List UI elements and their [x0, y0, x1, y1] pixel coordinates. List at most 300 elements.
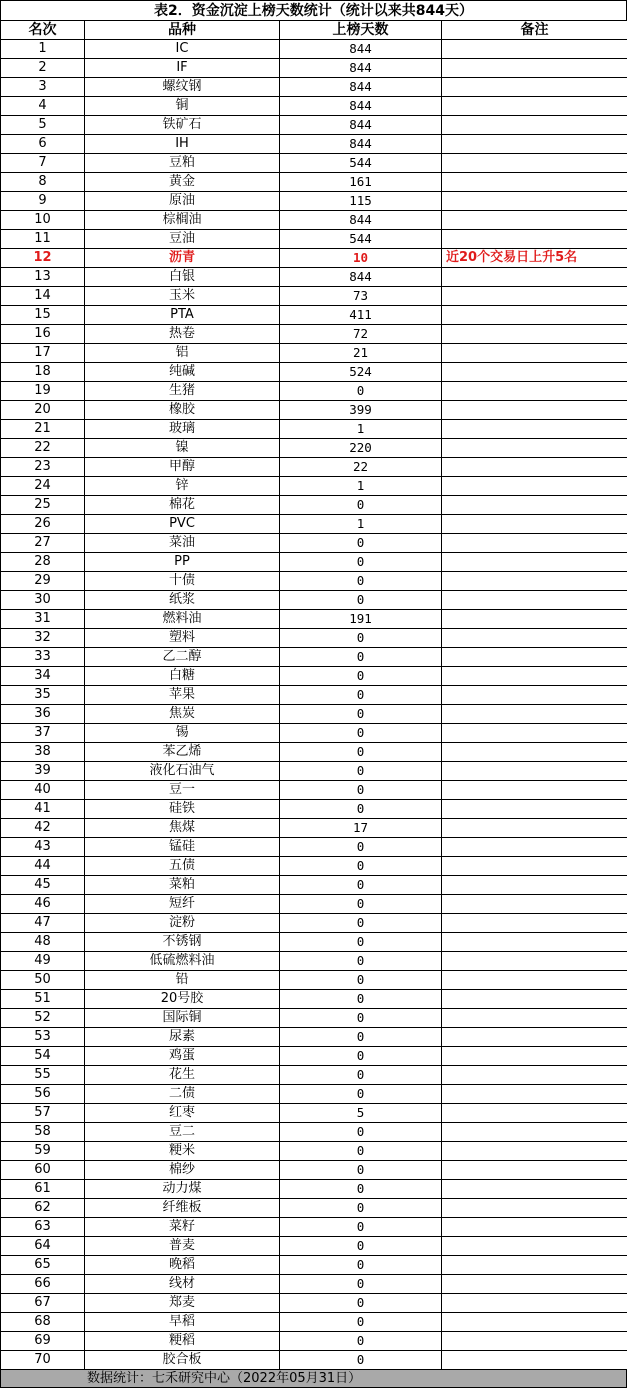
rank-cell: 24 — [1, 477, 85, 496]
product-cell: 棉花 — [85, 496, 280, 515]
note-cell — [442, 1218, 627, 1237]
rank-cell: 6 — [1, 135, 85, 154]
rank-cell: 47 — [1, 914, 85, 933]
rank-cell: 17 — [1, 344, 85, 363]
note-cell — [442, 420, 627, 439]
table-row — [1, 838, 627, 857]
days-cell: 0 — [280, 648, 442, 667]
rank-cell: 1 — [1, 40, 85, 59]
rank-cell: 7 — [1, 154, 85, 173]
product-cell: 乙二醇 — [85, 648, 280, 667]
rank-cell: 37 — [1, 724, 85, 743]
header-product: 品种 — [85, 21, 280, 40]
table-row — [1, 857, 627, 876]
table-row — [1, 1275, 627, 1294]
note-cell — [442, 952, 627, 971]
product-cell: 纯碱 — [85, 363, 280, 382]
table-row — [1, 800, 627, 819]
rank-cell: 57 — [1, 1104, 85, 1123]
days-cell: 0 — [280, 382, 442, 401]
note-cell — [442, 439, 627, 458]
days-cell: 524 — [280, 363, 442, 382]
table-row — [1, 1313, 627, 1332]
note-cell — [442, 857, 627, 876]
rank-cell: 32 — [1, 629, 85, 648]
note-cell — [442, 629, 627, 648]
rank-cell: 45 — [1, 876, 85, 895]
days-cell: 1 — [280, 477, 442, 496]
rank-cell: 22 — [1, 439, 85, 458]
table-row — [1, 933, 627, 952]
rank-cell: 36 — [1, 705, 85, 724]
product-cell: 白银 — [85, 268, 280, 287]
table-title: 表2．资金沉淀上榜天数统计（统计以来共844天） — [0, 0, 627, 20]
table-row — [1, 192, 627, 211]
days-cell: 0 — [280, 914, 442, 933]
table-row — [1, 971, 627, 990]
note-cell — [442, 287, 627, 306]
days-cell: 0 — [280, 1161, 442, 1180]
product-cell: IC — [85, 40, 280, 59]
table-row — [1, 211, 627, 230]
table-row — [1, 249, 627, 268]
table-row — [1, 648, 627, 667]
note-cell — [442, 325, 627, 344]
product-cell: 苹果 — [85, 686, 280, 705]
note-cell — [442, 971, 627, 990]
note-cell — [442, 990, 627, 1009]
table-row — [1, 1199, 627, 1218]
note-cell — [442, 268, 627, 287]
product-cell: 铜 — [85, 97, 280, 116]
rank-cell: 9 — [1, 192, 85, 211]
table-row — [1, 325, 627, 344]
days-cell: 411 — [280, 306, 442, 325]
product-cell: 锡 — [85, 724, 280, 743]
product-cell: 纤维板 — [85, 1199, 280, 1218]
rank-cell: 62 — [1, 1199, 85, 1218]
note-cell — [442, 230, 627, 249]
table-row — [1, 420, 627, 439]
days-cell: 1 — [280, 515, 442, 534]
table-row — [1, 1104, 627, 1123]
rank-cell: 4 — [1, 97, 85, 116]
note-cell — [442, 781, 627, 800]
days-cell: 0 — [280, 1313, 442, 1332]
days-cell: 0 — [280, 1294, 442, 1313]
note-cell — [442, 1161, 627, 1180]
header-rank: 名次 — [1, 21, 85, 40]
rank-cell: 55 — [1, 1066, 85, 1085]
table-row — [1, 439, 627, 458]
table-row — [1, 154, 627, 173]
product-cell: 液化石油气 — [85, 762, 280, 781]
product-cell: 纸浆 — [85, 591, 280, 610]
product-cell: 线材 — [85, 1275, 280, 1294]
table-row — [1, 1142, 627, 1161]
note-cell — [442, 534, 627, 553]
days-cell: 0 — [280, 1237, 442, 1256]
rank-cell: 59 — [1, 1142, 85, 1161]
days-cell: 0 — [280, 667, 442, 686]
product-cell: 白糖 — [85, 667, 280, 686]
days-cell: 0 — [280, 629, 442, 648]
days-cell: 5 — [280, 1104, 442, 1123]
note-cell — [442, 401, 627, 420]
note-cell — [442, 458, 627, 477]
table-row — [1, 1123, 627, 1142]
days-cell: 0 — [280, 1085, 442, 1104]
table-row — [1, 515, 627, 534]
rank-cell: 26 — [1, 515, 85, 534]
rank-cell: 27 — [1, 534, 85, 553]
days-cell: 0 — [280, 800, 442, 819]
rank-cell: 19 — [1, 382, 85, 401]
table-row — [1, 1028, 627, 1047]
product-cell: 二债 — [85, 1085, 280, 1104]
rank-cell: 43 — [1, 838, 85, 857]
rank-cell: 48 — [1, 933, 85, 952]
table-row — [1, 306, 627, 325]
days-cell: 844 — [280, 97, 442, 116]
table-row — [1, 59, 627, 78]
note-cell — [442, 496, 627, 515]
days-cell: 0 — [280, 1142, 442, 1161]
note-cell — [442, 1142, 627, 1161]
note-cell — [442, 40, 627, 59]
product-cell: PTA — [85, 306, 280, 325]
table-row — [1, 230, 627, 249]
days-cell: 0 — [280, 762, 442, 781]
note-cell — [442, 1199, 627, 1218]
days-cell: 21 — [280, 344, 442, 363]
product-cell: 花生 — [85, 1066, 280, 1085]
table-row — [1, 1009, 627, 1028]
days-cell: 844 — [280, 135, 442, 154]
rank-cell: 46 — [1, 895, 85, 914]
table-row — [1, 344, 627, 363]
table-row — [1, 1085, 627, 1104]
note-cell — [442, 382, 627, 401]
note-cell — [442, 1351, 627, 1370]
product-cell: 早稻 — [85, 1313, 280, 1332]
table-row — [1, 401, 627, 420]
product-cell: 玉米 — [85, 287, 280, 306]
product-cell: 镍 — [85, 439, 280, 458]
table-row — [1, 1294, 627, 1313]
table-row — [1, 1351, 627, 1370]
note-cell — [442, 344, 627, 363]
table-row — [1, 952, 627, 971]
note-cell — [442, 59, 627, 78]
product-cell: 黄金 — [85, 173, 280, 192]
days-cell: 844 — [280, 59, 442, 78]
product-cell: 红枣 — [85, 1104, 280, 1123]
product-cell: 豆油 — [85, 230, 280, 249]
product-cell: 苯乙烯 — [85, 743, 280, 762]
product-cell: 铅 — [85, 971, 280, 990]
table-row — [1, 895, 627, 914]
product-cell: 焦煤 — [85, 819, 280, 838]
rank-cell: 11 — [1, 230, 85, 249]
rank-cell: 67 — [1, 1294, 85, 1313]
product-cell: PVC — [85, 515, 280, 534]
table-row — [1, 1332, 627, 1351]
days-cell: 0 — [280, 1351, 442, 1370]
days-cell: 10 — [280, 249, 442, 268]
days-cell: 0 — [280, 1066, 442, 1085]
rank-cell: 23 — [1, 458, 85, 477]
days-cell: 0 — [280, 1123, 442, 1142]
days-cell: 0 — [280, 686, 442, 705]
note-cell — [442, 1237, 627, 1256]
note-cell — [442, 1275, 627, 1294]
product-cell: 动力煤 — [85, 1180, 280, 1199]
note-cell — [442, 762, 627, 781]
table-body — [1, 40, 627, 1370]
days-cell: 22 — [280, 458, 442, 477]
table-row — [1, 705, 627, 724]
days-cell: 191 — [280, 610, 442, 629]
note-cell — [442, 686, 627, 705]
table-row — [1, 553, 627, 572]
note-cell — [442, 1047, 627, 1066]
header-note: 备注 — [442, 21, 627, 40]
table-row — [1, 268, 627, 287]
days-cell: 0 — [280, 838, 442, 857]
note-cell — [442, 743, 627, 762]
rank-cell: 13 — [1, 268, 85, 287]
note-cell — [442, 363, 627, 382]
table-row — [1, 629, 627, 648]
note-cell — [442, 553, 627, 572]
product-cell: 生猪 — [85, 382, 280, 401]
table-row — [1, 990, 627, 1009]
days-cell: 399 — [280, 401, 442, 420]
product-cell: 豆二 — [85, 1123, 280, 1142]
days-cell: 0 — [280, 933, 442, 952]
note-cell: 近20个交易日上升5名 — [442, 249, 627, 268]
note-cell — [442, 1104, 627, 1123]
product-cell: 焦炭 — [85, 705, 280, 724]
days-cell: 0 — [280, 971, 442, 990]
rank-cell: 56 — [1, 1085, 85, 1104]
product-cell: IF — [85, 59, 280, 78]
product-cell: 普麦 — [85, 1237, 280, 1256]
days-cell: 0 — [280, 895, 442, 914]
days-cell: 844 — [280, 116, 442, 135]
rank-cell: 58 — [1, 1123, 85, 1142]
days-cell: 0 — [280, 743, 442, 762]
table-row — [1, 78, 627, 97]
product-cell: 粳米 — [85, 1142, 280, 1161]
days-cell: 0 — [280, 990, 442, 1009]
table-row — [1, 572, 627, 591]
table-row — [1, 762, 627, 781]
product-cell: 晚稻 — [85, 1256, 280, 1275]
rank-cell: 69 — [1, 1332, 85, 1351]
note-cell — [442, 477, 627, 496]
product-cell: 螺纹钢 — [85, 78, 280, 97]
product-cell: 锌 — [85, 477, 280, 496]
product-cell: 鸡蛋 — [85, 1047, 280, 1066]
days-cell: 544 — [280, 230, 442, 249]
days-cell: 0 — [280, 553, 442, 572]
table-row — [1, 724, 627, 743]
note-cell — [442, 648, 627, 667]
rank-cell: 65 — [1, 1256, 85, 1275]
ranking-table — [0, 20, 627, 1370]
table-row — [1, 287, 627, 306]
product-cell: 橡胶 — [85, 401, 280, 420]
days-cell: 73 — [280, 287, 442, 306]
rank-cell: 5 — [1, 116, 85, 135]
rank-cell: 16 — [1, 325, 85, 344]
days-cell: 544 — [280, 154, 442, 173]
table-row — [1, 591, 627, 610]
product-cell: 五债 — [85, 857, 280, 876]
rank-cell: 49 — [1, 952, 85, 971]
product-cell: 郑麦 — [85, 1294, 280, 1313]
table-row — [1, 1218, 627, 1237]
product-cell: 菜籽 — [85, 1218, 280, 1237]
note-cell — [442, 724, 627, 743]
rank-cell: 54 — [1, 1047, 85, 1066]
rank-cell: 40 — [1, 781, 85, 800]
product-cell: PP — [85, 553, 280, 572]
note-cell — [442, 97, 627, 116]
rank-cell: 15 — [1, 306, 85, 325]
product-cell: 胶合板 — [85, 1351, 280, 1370]
days-cell: 844 — [280, 78, 442, 97]
note-cell — [442, 800, 627, 819]
table-row — [1, 1237, 627, 1256]
days-cell: 17 — [280, 819, 442, 838]
table-row — [1, 610, 627, 629]
note-cell — [442, 1294, 627, 1313]
product-cell: 塑料 — [85, 629, 280, 648]
days-cell: 0 — [280, 1332, 442, 1351]
days-cell: 0 — [280, 1275, 442, 1294]
days-cell: 0 — [280, 1180, 442, 1199]
note-cell — [442, 914, 627, 933]
days-cell: 0 — [280, 952, 442, 971]
rank-cell: 70 — [1, 1351, 85, 1370]
rank-cell: 21 — [1, 420, 85, 439]
product-cell: 十债 — [85, 572, 280, 591]
rank-cell: 31 — [1, 610, 85, 629]
rank-cell: 60 — [1, 1161, 85, 1180]
days-cell: 0 — [280, 1256, 442, 1275]
rank-cell: 53 — [1, 1028, 85, 1047]
note-cell — [442, 876, 627, 895]
product-cell: 热卷 — [85, 325, 280, 344]
table-row — [1, 914, 627, 933]
rank-cell: 68 — [1, 1313, 85, 1332]
rank-cell: 52 — [1, 1009, 85, 1028]
table-row — [1, 743, 627, 762]
note-cell — [442, 838, 627, 857]
header-row — [1, 21, 627, 40]
table-row — [1, 40, 627, 59]
note-cell — [442, 78, 627, 97]
rank-cell: 63 — [1, 1218, 85, 1237]
table-row — [1, 1161, 627, 1180]
days-cell: 0 — [280, 496, 442, 515]
product-cell: 短纤 — [85, 895, 280, 914]
table-row — [1, 97, 627, 116]
note-cell — [442, 515, 627, 534]
table-row — [1, 477, 627, 496]
days-cell: 0 — [280, 724, 442, 743]
rank-cell: 18 — [1, 363, 85, 382]
note-cell — [442, 895, 627, 914]
days-cell: 844 — [280, 268, 442, 287]
header-days: 上榜天数 — [280, 21, 442, 40]
rank-cell: 38 — [1, 743, 85, 762]
days-cell: 0 — [280, 705, 442, 724]
table-row — [1, 686, 627, 705]
rank-cell: 28 — [1, 553, 85, 572]
rank-cell: 35 — [1, 686, 85, 705]
days-cell: 0 — [280, 781, 442, 800]
note-cell — [442, 1180, 627, 1199]
rank-cell: 41 — [1, 800, 85, 819]
note-cell — [442, 1313, 627, 1332]
table-row — [1, 363, 627, 382]
table-row — [1, 667, 627, 686]
table-row — [1, 496, 627, 515]
table-row — [1, 781, 627, 800]
note-cell — [442, 667, 627, 686]
table-row — [1, 135, 627, 154]
days-cell: 844 — [280, 40, 442, 59]
product-cell: 菜粕 — [85, 876, 280, 895]
note-cell — [442, 610, 627, 629]
product-cell: 不锈钢 — [85, 933, 280, 952]
note-cell — [442, 173, 627, 192]
rank-cell: 64 — [1, 1237, 85, 1256]
table-row — [1, 819, 627, 838]
note-cell — [442, 211, 627, 230]
table-row — [1, 458, 627, 477]
table-row — [1, 1066, 627, 1085]
product-cell: 原油 — [85, 192, 280, 211]
days-cell: 0 — [280, 1199, 442, 1218]
table-row — [1, 173, 627, 192]
product-cell: 玻璃 — [85, 420, 280, 439]
note-cell — [442, 1332, 627, 1351]
days-cell: 72 — [280, 325, 442, 344]
note-cell — [442, 933, 627, 952]
product-cell: 甲醇 — [85, 458, 280, 477]
rank-cell: 44 — [1, 857, 85, 876]
note-cell — [442, 1256, 627, 1275]
note-cell — [442, 154, 627, 173]
days-cell: 1 — [280, 420, 442, 439]
product-cell: 淀粉 — [85, 914, 280, 933]
rank-cell: 29 — [1, 572, 85, 591]
table-row — [1, 1047, 627, 1066]
product-cell: 豆一 — [85, 781, 280, 800]
table-row — [1, 382, 627, 401]
note-cell — [442, 192, 627, 211]
days-cell: 0 — [280, 857, 442, 876]
table-row — [1, 1256, 627, 1275]
rank-cell: 10 — [1, 211, 85, 230]
rank-cell: 8 — [1, 173, 85, 192]
rank-cell: 42 — [1, 819, 85, 838]
